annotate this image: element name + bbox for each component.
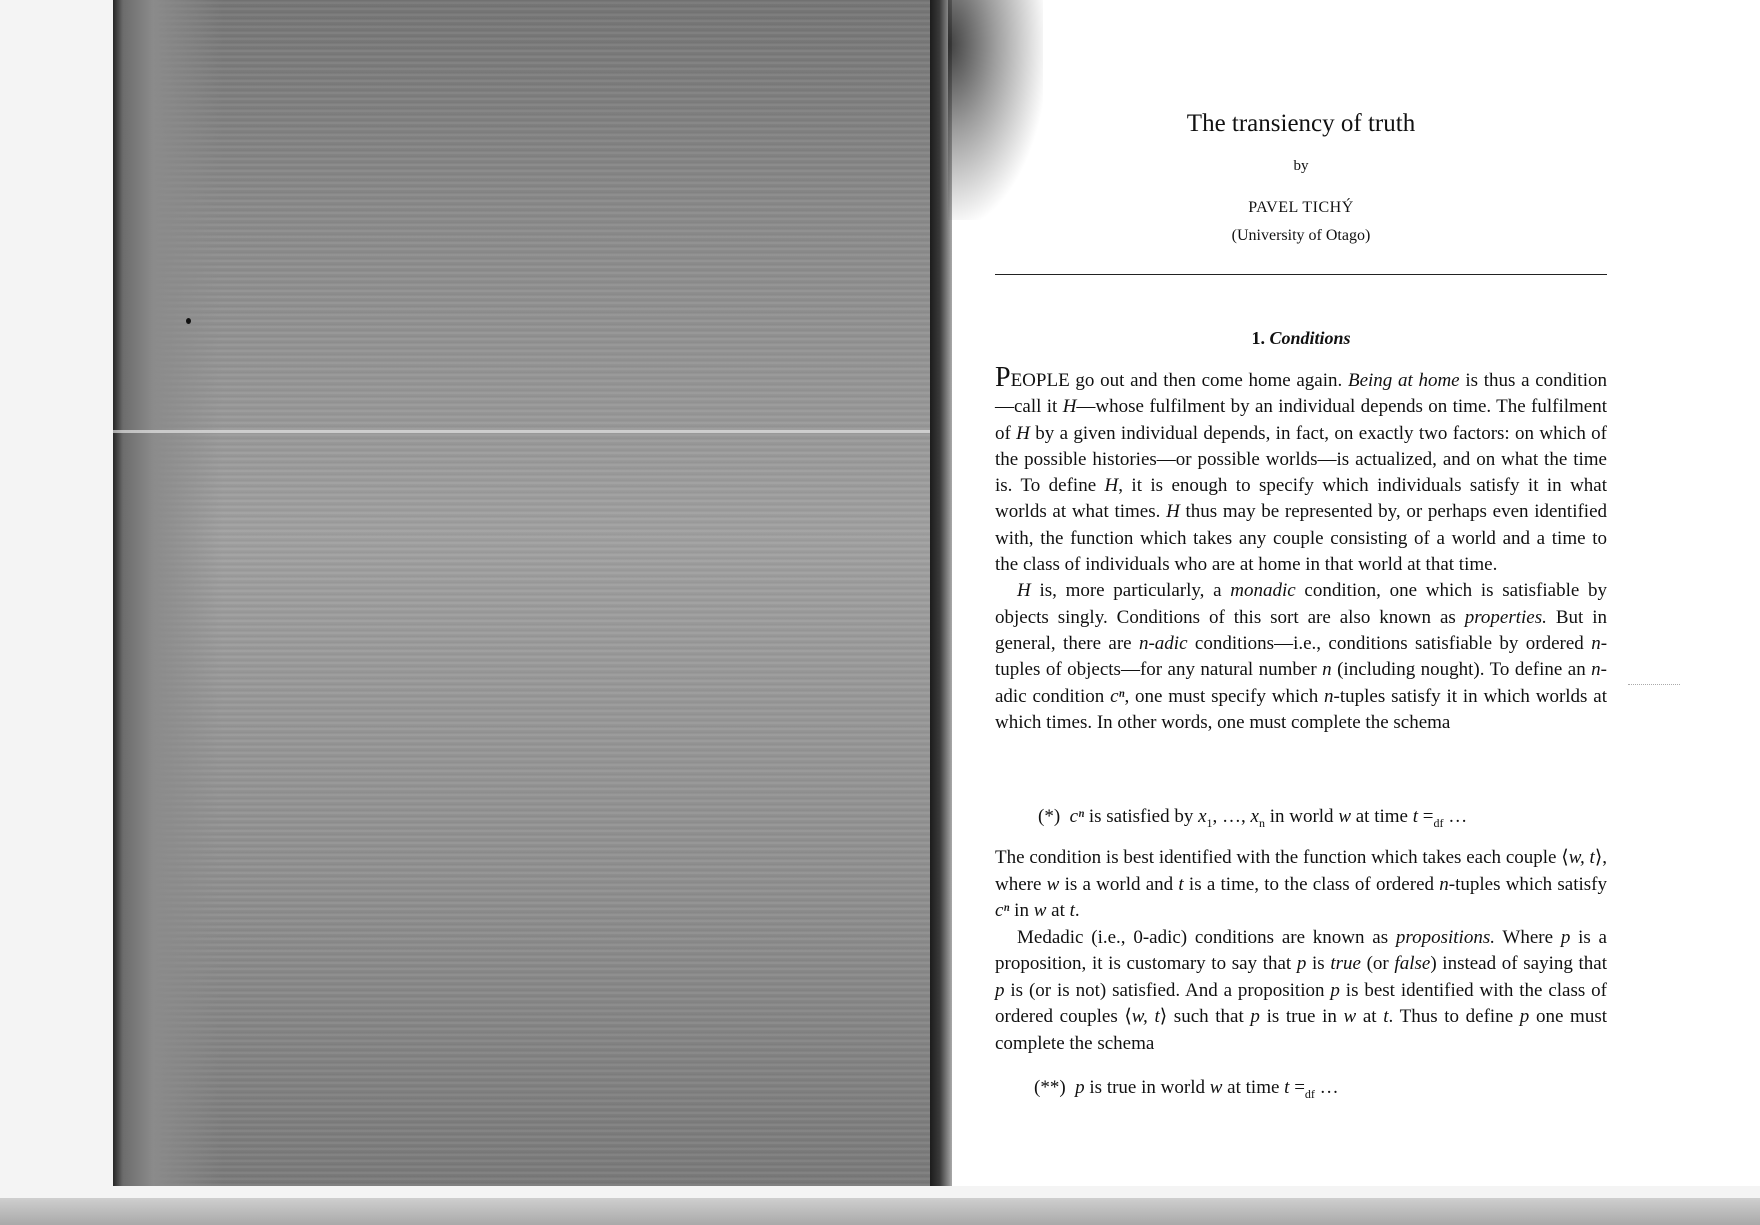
byline-by: by [1293, 158, 1309, 174]
left-page-blank [113, 0, 943, 1186]
paragraph-4: Medadic (i.e., 0-adic) conditions are known as propositions. Where p is a proposition, it is customary to say that p is true (or false) instead of saying that p is (or is not) satisfied. And a proposition p is best identified with the class of ordered couples ⟨w, t⟩ such that p is true in w at t. Thus to define p one must complete the schema [995, 926, 1607, 1054]
header-rule [995, 274, 1607, 275]
schema-formula-2: (**) p is true in world w at time $t =_{df}$ … [1034, 1077, 1339, 1101]
body-text-top [995, 362, 1608, 736]
author-name: PAVEL TICHÝ [1248, 199, 1354, 216]
author-affiliation: (University of Otago) [1231, 227, 1371, 244]
paragraph-1: PEOPLE go out and then come home again. Being at home is thus a condition—call it H—whose fulfilment by an individual depends on time. The fulfilment of H by a given individual depends, in fact, on exactly two factors: on which of the possible histories—or possible worlds—is actualized, and on what the time is. To define H, it is enough to specify which individuals satisfy it in what worlds at what times. H thus may be represented by, or perhaps even identified with, the function which takes any couple consisting of a world and a time to the class of individuals who are at home in that world at that time. [995, 362, 1608, 576]
initial-letter: P [995, 362, 1011, 393]
dust-speck [186, 318, 191, 324]
section-heading [995, 328, 1607, 349]
schema-formula-1: (*) cⁿ is satisfied by $x_1$, …, $x_n$ in world w at time $t =_{df}$ … [1038, 806, 1468, 830]
body-text-middle [995, 845, 1607, 1057]
paragraph-3: The condition is best identified with the function which takes each couple ⟨w, t⟩, where w is a world and t is a time, to the class of ordered n-tuples which satisfy cⁿ in w at t. [995, 847, 1607, 921]
margin-dots [1628, 684, 1680, 687]
section-title: Conditions [1269, 328, 1351, 348]
section-number: 1. [1251, 328, 1265, 348]
article-title: The transiency of truth [1186, 110, 1416, 137]
scan-streak [113, 430, 943, 433]
paragraph-2: H is, more particularly, a monadic condition, one which is satisfiable by objects singly. Conditions of this sort are also known as properties. But in general, there are n-adic conditions—i.e., conditions satisfiable by ordered n-tuples of objects—for any natural number n (including nought). To define an n-adic condition cⁿ, one must specify which n-tuples satisfy it in which worlds at which times. In other words, one must complete the schema [995, 580, 1608, 733]
scanner-bottom-edge [0, 1198, 1760, 1225]
